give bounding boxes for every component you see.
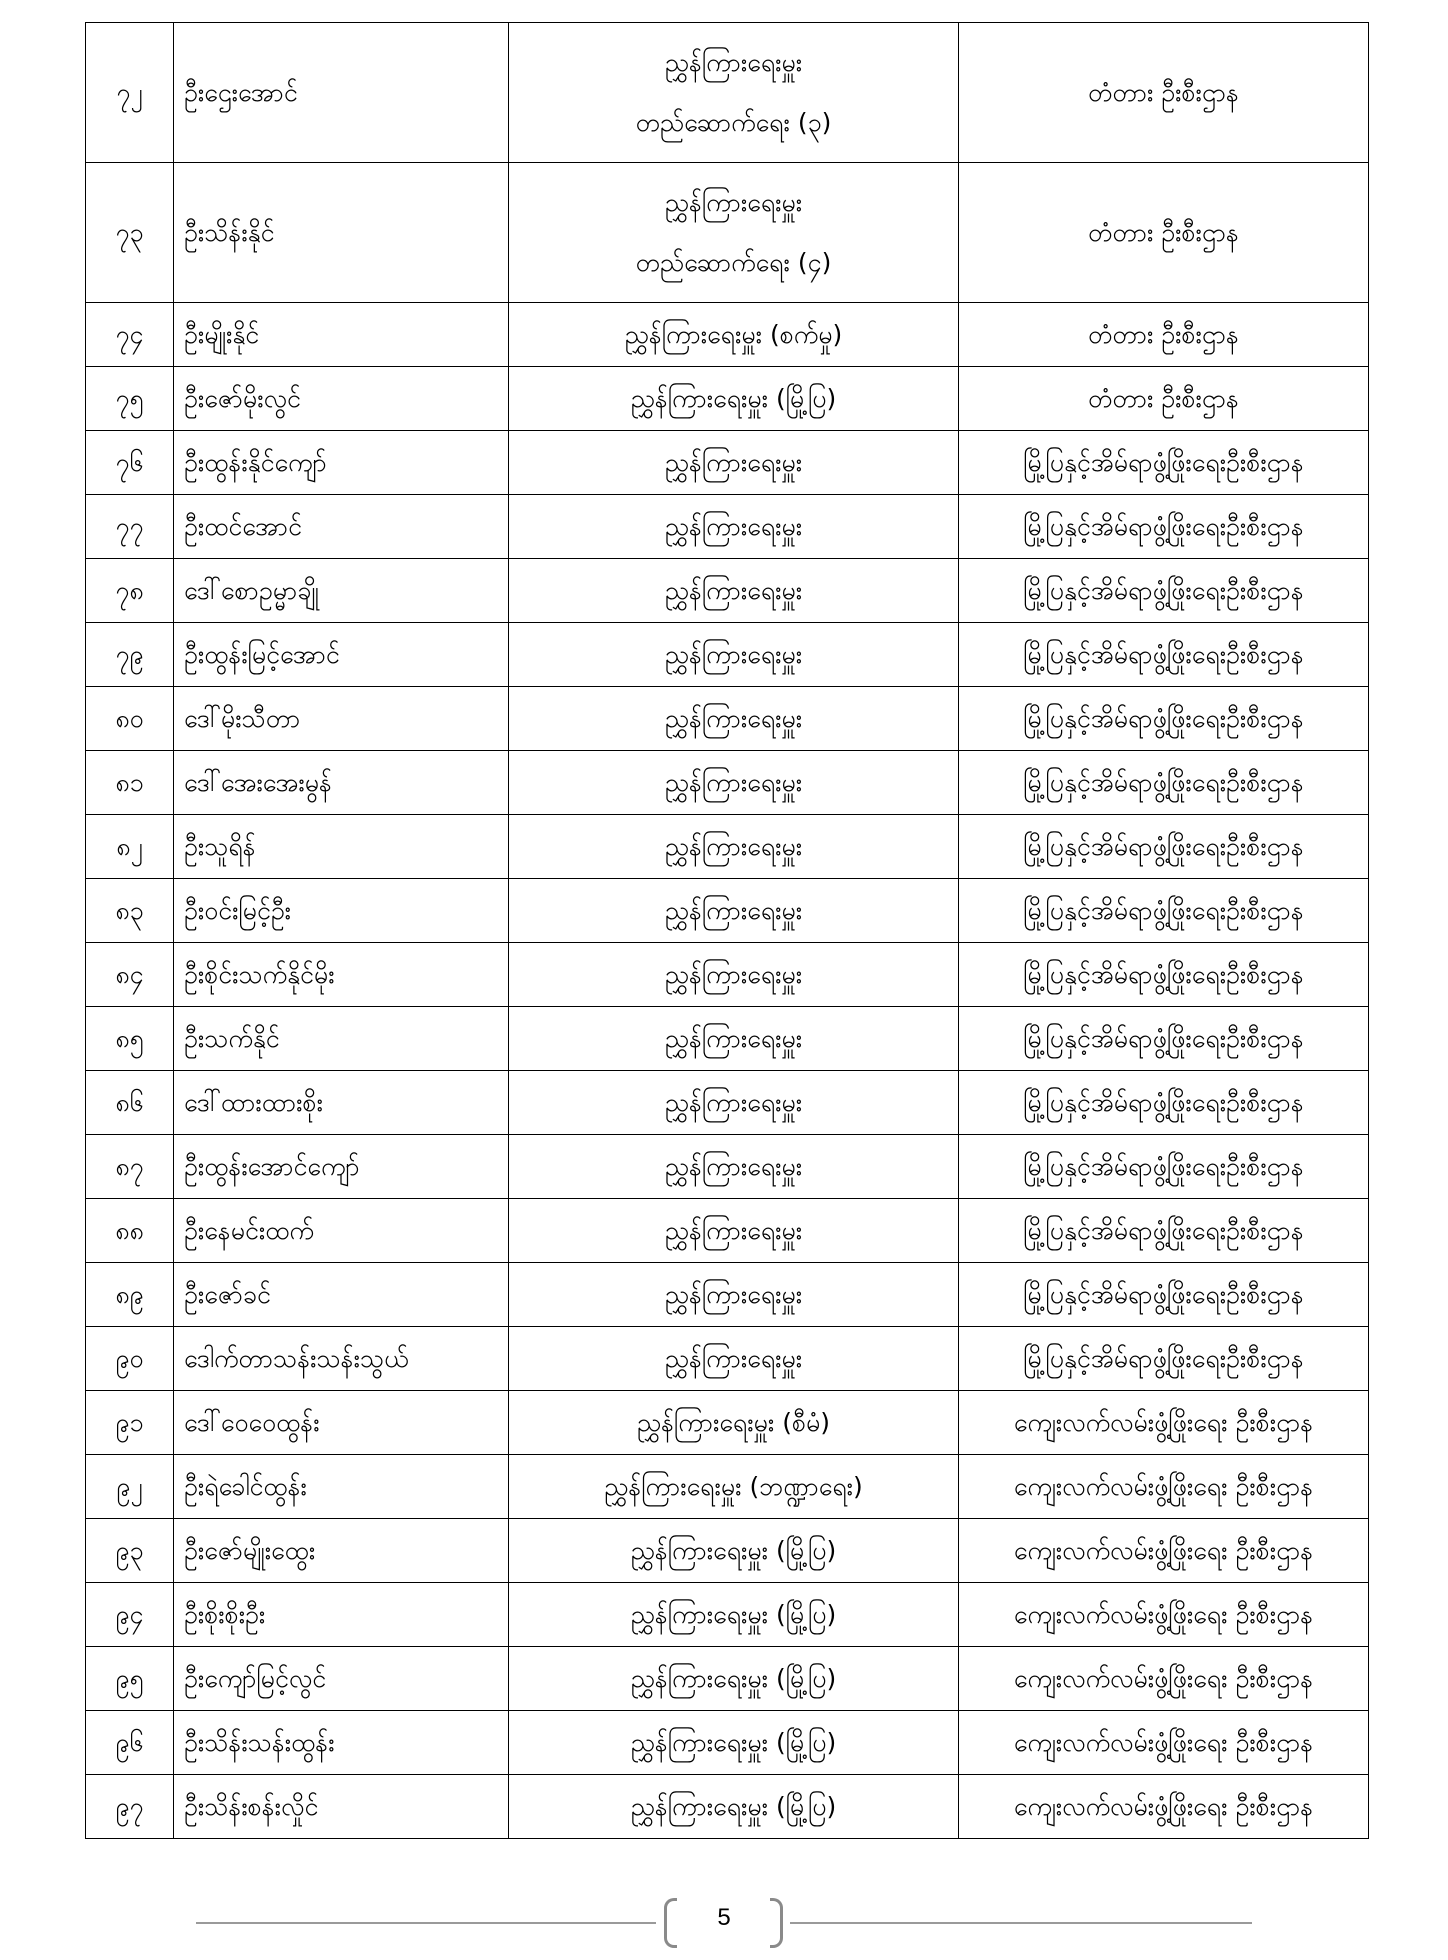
position-line: ညွှန်ကြားရေးမှူး (မြို့ပြ)	[630, 1727, 837, 1757]
official-name: ဒေါ်ထားထားစိုး	[174, 1071, 509, 1135]
official-position	[509, 1007, 959, 1071]
official-name: ဦးစိုင်းသက်နိုင်မိုး	[174, 943, 509, 1007]
official-department: ကျေးလက်လမ်းဖွံ့ဖြိုးရေး ဦးစီးဌာန	[959, 1391, 1369, 1455]
official-department: မြို့ပြနှင့်အိမ်ရာဖွံ့ဖြိုးရေးဦးစီးဌာန	[959, 559, 1369, 623]
position-line: ညွှန်ကြားရေးမှူး (မြို့ပြ)	[630, 1535, 837, 1565]
table-row	[86, 1071, 1369, 1135]
table-row	[86, 1007, 1369, 1071]
official-department: မြို့ပြနှင့်အိမ်ရာဖွံ့ဖြိုးရေးဦးစီးဌာန	[959, 815, 1369, 879]
official-department: တံတား ဦးစီးဌာန	[959, 163, 1369, 303]
position-line: ညွှန်ကြားရေးမှူး (စီမံ)	[636, 1407, 831, 1437]
position-line: ညွှန်ကြားရေးမှူး	[664, 511, 803, 541]
position-line: ညွှန်ကြားရေးမှူး	[664, 703, 803, 733]
official-position	[509, 751, 959, 815]
row-number: ၈၂	[86, 815, 174, 879]
official-department: တံတား ဦးစီးဌာန	[959, 303, 1369, 367]
position-line: ညွှန်ကြားရေးမှူး	[664, 1023, 803, 1053]
official-department: မြို့ပြနှင့်အိမ်ရာဖွံ့ဖြိုးရေးဦးစီးဌာန	[959, 1263, 1369, 1327]
official-name: ဦးသိန်းနိုင်	[174, 163, 509, 303]
row-number: ၉၀	[86, 1327, 174, 1391]
row-number: ၈၁	[86, 751, 174, 815]
official-position	[509, 1327, 959, 1391]
position-line: တည်ဆောက်ရေး (၃)	[635, 107, 832, 137]
official-position	[509, 1199, 959, 1263]
position-line: ညွှန်ကြားရေးမှူး (မြို့ပြ)	[630, 383, 837, 413]
official-position	[509, 495, 959, 559]
table-row	[86, 687, 1369, 751]
official-name: ဦးကျော်မြင့်လွင်	[174, 1647, 509, 1711]
row-number: ၉၅	[86, 1647, 174, 1711]
table-row	[86, 559, 1369, 623]
row-number: ၈၈	[86, 1199, 174, 1263]
position-line: ညွှန်ကြားရေးမှူး (မြို့ပြ)	[630, 1791, 837, 1821]
row-number: ၇၇	[86, 495, 174, 559]
official-department: မြို့ပြနှင့်အိမ်ရာဖွံ့ဖြိုးရေးဦးစီးဌာန	[959, 623, 1369, 687]
official-position	[509, 1071, 959, 1135]
row-number: ၉၇	[86, 1775, 174, 1839]
table-row	[86, 1647, 1369, 1711]
footer-rule-left	[196, 1922, 656, 1924]
official-name: ဦးထွန်းမြင့်အောင်	[174, 623, 509, 687]
official-department: မြို့ပြနှင့်အိမ်ရာဖွံ့ဖြိုးရေးဦးစီးဌာန	[959, 495, 1369, 559]
position-line: ညွှန်ကြားရေးမှူး	[664, 47, 803, 77]
position-line: ညွှန်ကြားရေးမှူး	[664, 1215, 803, 1245]
table-row	[86, 1583, 1369, 1647]
official-name: ဦးသက်နိုင်	[174, 1007, 509, 1071]
row-number: ၈၆	[86, 1071, 174, 1135]
official-name: ဦးထွန်းအောင်ကျော်	[174, 1135, 509, 1199]
official-name: ဒေါ်မိုးသီတာ	[174, 687, 509, 751]
row-number: ၈၀	[86, 687, 174, 751]
official-department: ကျေးလက်လမ်းဖွံ့ဖြိုးရေး ဦးစီးဌာန	[959, 1519, 1369, 1583]
official-department: မြို့ပြနှင့်အိမ်ရာဖွံ့ဖြိုးရေးဦးစီးဌာန	[959, 1071, 1369, 1135]
official-name: ဒေါ်အေးအေးမွန်	[174, 751, 509, 815]
table-row	[86, 1199, 1369, 1263]
table-row	[86, 303, 1369, 367]
official-department: မြို့ပြနှင့်အိမ်ရာဖွံ့ဖြိုးရေးဦးစီးဌာန	[959, 1135, 1369, 1199]
official-position	[509, 23, 959, 163]
table-row	[86, 431, 1369, 495]
official-name: ဦးဇော်ခင်	[174, 1263, 509, 1327]
position-line: ညွှန်ကြားရေးမှူး (စက်မှု)	[624, 319, 843, 349]
position-line: ညွှန်ကြားရေးမှူး	[664, 1087, 803, 1117]
official-position	[509, 367, 959, 431]
official-department: တံတား ဦးစီးဌာန	[959, 367, 1369, 431]
row-number: ၇၈	[86, 559, 174, 623]
official-position	[509, 559, 959, 623]
official-name: ဦးဝင်းမြင့်ဦး	[174, 879, 509, 943]
official-name: ဦးဇော်မိုးလွင်	[174, 367, 509, 431]
table-row	[86, 1263, 1369, 1327]
position-line: တည်ဆောက်ရေး (၄)	[635, 247, 832, 277]
official-department: မြို့ပြနှင့်အိမ်ရာဖွံ့ဖြိုးရေးဦးစီးဌာန	[959, 431, 1369, 495]
official-department: မြို့ပြနှင့်အိမ်ရာဖွံ့ဖြိုးရေးဦးစီးဌာန	[959, 1007, 1369, 1071]
table-row	[86, 1711, 1369, 1775]
official-name: ဦးသိန်းစန်းလှိုင်	[174, 1775, 509, 1839]
official-department: ကျေးလက်လမ်းဖွံ့ဖြိုးရေး ဦးစီးဌာန	[959, 1583, 1369, 1647]
official-position	[509, 163, 959, 303]
table-row	[86, 943, 1369, 1007]
official-department: မြို့ပြနှင့်အိမ်ရာဖွံ့ဖြိုးရေးဦးစီးဌာန	[959, 751, 1369, 815]
row-number: ၉၃	[86, 1519, 174, 1583]
row-number: ၈၉	[86, 1263, 174, 1327]
official-position	[509, 687, 959, 751]
position-line: ညွှန်ကြားရေးမှူး	[664, 959, 803, 989]
position-line: ညွှန်ကြားရေးမှူး (ဘဏ္ဍာရေး)	[604, 1471, 863, 1501]
table-row	[86, 815, 1369, 879]
position-line: ညွှန်ကြားရေးမှူး	[664, 767, 803, 797]
table-row	[86, 1455, 1369, 1519]
official-position	[509, 623, 959, 687]
official-department: ကျေးလက်လမ်းဖွံ့ဖြိုးရေး ဦးစီးဌာန	[959, 1711, 1369, 1775]
official-name: ဦးဇော်မျိုးထွေး	[174, 1519, 509, 1583]
page-number: 5	[717, 1904, 731, 1931]
row-number: ၇၄	[86, 303, 174, 367]
row-number: ၉၆	[86, 1711, 174, 1775]
official-department: မြို့ပြနှင့်အိမ်ရာဖွံ့ဖြိုးရေးဦးစီးဌာန	[959, 687, 1369, 751]
row-number: ၇၂	[86, 23, 174, 163]
official-department: မြို့ပြနှင့်အိမ်ရာဖွံ့ဖြိုးရေးဦးစီးဌာန	[959, 1327, 1369, 1391]
table-row	[86, 23, 1369, 163]
table-row	[86, 495, 1369, 559]
position-line: ညွှန်ကြားရေးမှူး (မြို့ပြ)	[630, 1599, 837, 1629]
official-department: တံတား ဦးစီးဌာန	[959, 23, 1369, 163]
official-name: ဦးနေမင်းထက်	[174, 1199, 509, 1263]
official-position	[509, 1135, 959, 1199]
official-name: ဒေါက်တာသန်းသန်းသွယ်	[174, 1327, 509, 1391]
position-line: ညွှန်ကြားရေးမှူး	[664, 1151, 803, 1181]
official-position	[509, 1711, 959, 1775]
official-position	[509, 943, 959, 1007]
official-name: ဦးဌေးအောင်	[174, 23, 509, 163]
position-line: ညွှန်ကြားရေးမှူး	[664, 447, 803, 477]
position-line: ညွှန်ကြားရေးမှူး	[664, 187, 803, 217]
official-department: မြို့ပြနှင့်အိမ်ရာဖွံ့ဖြိုးရေးဦးစီးဌာန	[959, 1199, 1369, 1263]
position-line: ညွှန်ကြားရေးမှူး	[664, 895, 803, 925]
row-number: ၇၆	[86, 431, 174, 495]
official-department: မြို့ပြနှင့်အိမ်ရာဖွံ့ဖြိုးရေးဦးစီးဌာန	[959, 879, 1369, 943]
official-position	[509, 1455, 959, 1519]
row-number: ၈၄	[86, 943, 174, 1007]
position-line: ညွှန်ကြားရေးမှူး	[664, 575, 803, 605]
officials-table	[85, 22, 1369, 1839]
official-name: ဒေါ်စောဥမ္မာချို	[174, 559, 509, 623]
page-footer	[0, 1896, 1448, 1956]
official-name: ဦးစိုးစိုးဦး	[174, 1583, 509, 1647]
position-line: ညွှန်ကြားရေးမှူး	[664, 639, 803, 669]
official-name: ဦးသူရိန်	[174, 815, 509, 879]
table-row	[86, 1327, 1369, 1391]
official-name: ဒေါ်ဝေဝေထွန်း	[174, 1391, 509, 1455]
row-number: ၇၉	[86, 623, 174, 687]
official-position	[509, 1647, 959, 1711]
official-name: ဦးထင်အောင်	[174, 495, 509, 559]
table-row	[86, 367, 1369, 431]
official-position	[509, 1583, 959, 1647]
official-position	[509, 303, 959, 367]
official-name: ဦးထွန်းနိုင်ကျော်	[174, 431, 509, 495]
official-name: ဦးရဲခေါင်ထွန်း	[174, 1455, 509, 1519]
table-row	[86, 751, 1369, 815]
official-department: ကျေးလက်လမ်းဖွံ့ဖြိုးရေး ဦးစီးဌာန	[959, 1647, 1369, 1711]
official-department: ကျေးလက်လမ်းဖွံ့ဖြိုးရေး ဦးစီးဌာန	[959, 1455, 1369, 1519]
official-position	[509, 1263, 959, 1327]
row-number: ၈၇	[86, 1135, 174, 1199]
official-department: ကျေးလက်လမ်းဖွံ့ဖြိုးရေး ဦးစီးဌာန	[959, 1775, 1369, 1839]
official-position	[509, 879, 959, 943]
official-department: မြို့ပြနှင့်အိမ်ရာဖွံ့ဖြိုးရေးဦးစီးဌာန	[959, 943, 1369, 1007]
table-row	[86, 1775, 1369, 1839]
table-row	[86, 163, 1369, 303]
left-brace-icon	[664, 1898, 677, 1948]
official-position	[509, 431, 959, 495]
row-number: ၉၄	[86, 1583, 174, 1647]
row-number: ၉၂	[86, 1455, 174, 1519]
row-number: ၉၁	[86, 1391, 174, 1455]
row-number: ၈၃	[86, 879, 174, 943]
right-brace-icon	[770, 1898, 783, 1948]
footer-rule-right	[790, 1922, 1252, 1924]
position-line: ညွှန်ကြားရေးမှူး	[664, 831, 803, 861]
officials-table-body	[86, 23, 1369, 1839]
row-number: ၇၅	[86, 367, 174, 431]
table-row	[86, 1135, 1369, 1199]
official-position	[509, 815, 959, 879]
official-position	[509, 1775, 959, 1839]
position-line: ညွှန်ကြားရေးမှူး (မြို့ပြ)	[630, 1663, 837, 1693]
row-number: ၇၃	[86, 163, 174, 303]
table-row	[86, 1391, 1369, 1455]
table-row	[86, 1519, 1369, 1583]
position-line: ညွှန်ကြားရေးမှူး	[664, 1279, 803, 1309]
table-row	[86, 623, 1369, 687]
official-name: ဦးမျိုးနိုင်	[174, 303, 509, 367]
official-position	[509, 1391, 959, 1455]
position-line: ညွှန်ကြားရေးမှူး	[664, 1343, 803, 1373]
official-name: ဦးသိန်းသန်းထွန်း	[174, 1711, 509, 1775]
row-number: ၈၅	[86, 1007, 174, 1071]
official-position	[509, 1519, 959, 1583]
table-row	[86, 879, 1369, 943]
